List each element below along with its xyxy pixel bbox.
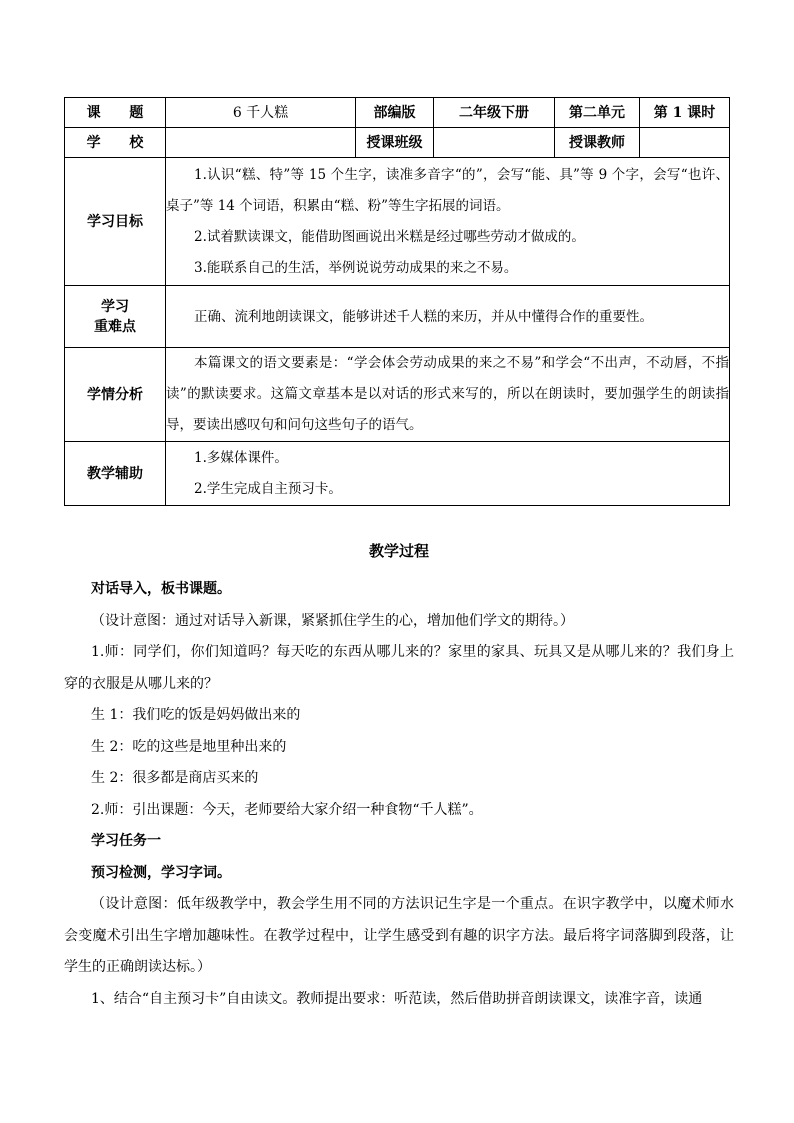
paragraph: 2.师：引出课题：今天，老师要给大家介绍一种食物“千人糕”。	[91, 801, 483, 818]
table-row-keypoints	[65, 286, 730, 348]
unit: 第二单元	[555, 98, 640, 128]
table-row-title	[65, 98, 730, 128]
edition: 部编版	[356, 98, 434, 128]
keypoints-label-line2: 重难点	[94, 318, 136, 335]
lesson-label: 课 题	[65, 98, 166, 128]
goal-item: 1.认识“糕、特”等 15 个生字，读准多音字“的”，会写“能、具”等 9 个字，会写“也许、桌子”等 14 个词语，积累由“糕、粉”等生字拓展的词语。	[166, 166, 729, 214]
class-label: 授课班级	[356, 128, 434, 158]
paragraph: 学习任务一	[91, 833, 161, 849]
table-row-aids	[65, 442, 730, 506]
aids-label: 教学辅助	[65, 442, 166, 506]
goals-label: 学习目标	[65, 158, 166, 286]
aids-content	[166, 442, 730, 506]
analysis-content	[166, 348, 730, 442]
lesson-info-table	[64, 97, 730, 506]
aid-item: 2.学生完成自主预习卡。	[194, 480, 342, 497]
teaching-process-section	[64, 540, 734, 1015]
lesson-title: 6 千人糕	[166, 98, 356, 128]
aid-item: 1.多媒体课件。	[194, 449, 288, 466]
paragraph: 生 2：很多都是商店买来的	[91, 770, 259, 786]
grade: 二年级下册	[434, 98, 555, 128]
teacher-label: 授课教师	[555, 128, 640, 158]
paragraph: 对话导入，板书课题。	[91, 581, 231, 597]
paragraph: 预习检测，学习字词。	[91, 864, 231, 881]
goal-item: 2.试着默读课文，能借助图画说出米糕是经过哪些劳动才做成的。	[194, 228, 585, 245]
table-row-school	[65, 128, 730, 158]
analysis-label: 学情分析	[65, 348, 166, 442]
paragraph: （设计意图：低年级教学中，教会学生用不同的方法识记生字是一个重点。在识字教学中，以魔术师水会变魔术引出生字增加趣味性。在教学过程中，让学生感受到有趣的识字方法。最后将字词落脚到段落，让学生的正确朗读达标。）	[64, 896, 734, 975]
paragraph: 生 2：吃的这些是地里种出来的	[91, 738, 287, 755]
goal-item: 3.能联系自己的生活，举例说说劳动成果的来之不易。	[194, 259, 518, 276]
keypoints-text: 正确、流利地朗读课文，能够讲述千人糕的来历，并从中懂得合作的重要性。	[194, 308, 653, 325]
school-label: 学 校	[65, 128, 166, 158]
paragraph: 1.师：同学们，你们知道吗？每天吃的东西从哪儿来的？家里的家具、玩具又是从哪儿来的？我们身上穿的衣服是从哪儿来的？	[64, 644, 734, 692]
class-value	[434, 128, 555, 158]
analysis-text: 本篇课文的语文要素是：“学会体会劳动成果的来之不易”和学会“不出声，不动唇，不指读”的默读要求。这篇文章基本是以对话的形式来写的，所以在朗读时，要加强学生的朗读指导，要读出感叹句和问句这些句子的语气。	[166, 355, 729, 433]
paragraph: 生 1：我们吃的饭是妈妈做出来的	[91, 707, 301, 723]
keypoints-content	[166, 286, 730, 348]
school-value	[166, 128, 356, 158]
teacher-value	[640, 128, 730, 158]
keypoints-label-line1: 学习	[101, 298, 129, 315]
paragraph: （设计意图：通过对话导入新课，紧紧抓住学生的心，增加他们学文的期待。）	[91, 612, 574, 629]
goals-content	[166, 158, 730, 286]
section-title: 教学过程	[368, 542, 429, 560]
keypoints-label	[65, 286, 166, 348]
period: 第 1 课时	[640, 98, 730, 128]
table-row-goals	[65, 158, 730, 286]
table-row-analysis	[65, 348, 730, 442]
paragraph: 1、结合“自主预习卡”自由读文。教师提出要求：听范读，然后借助拼音朗读课文，读准字音，读通	[91, 990, 703, 1007]
